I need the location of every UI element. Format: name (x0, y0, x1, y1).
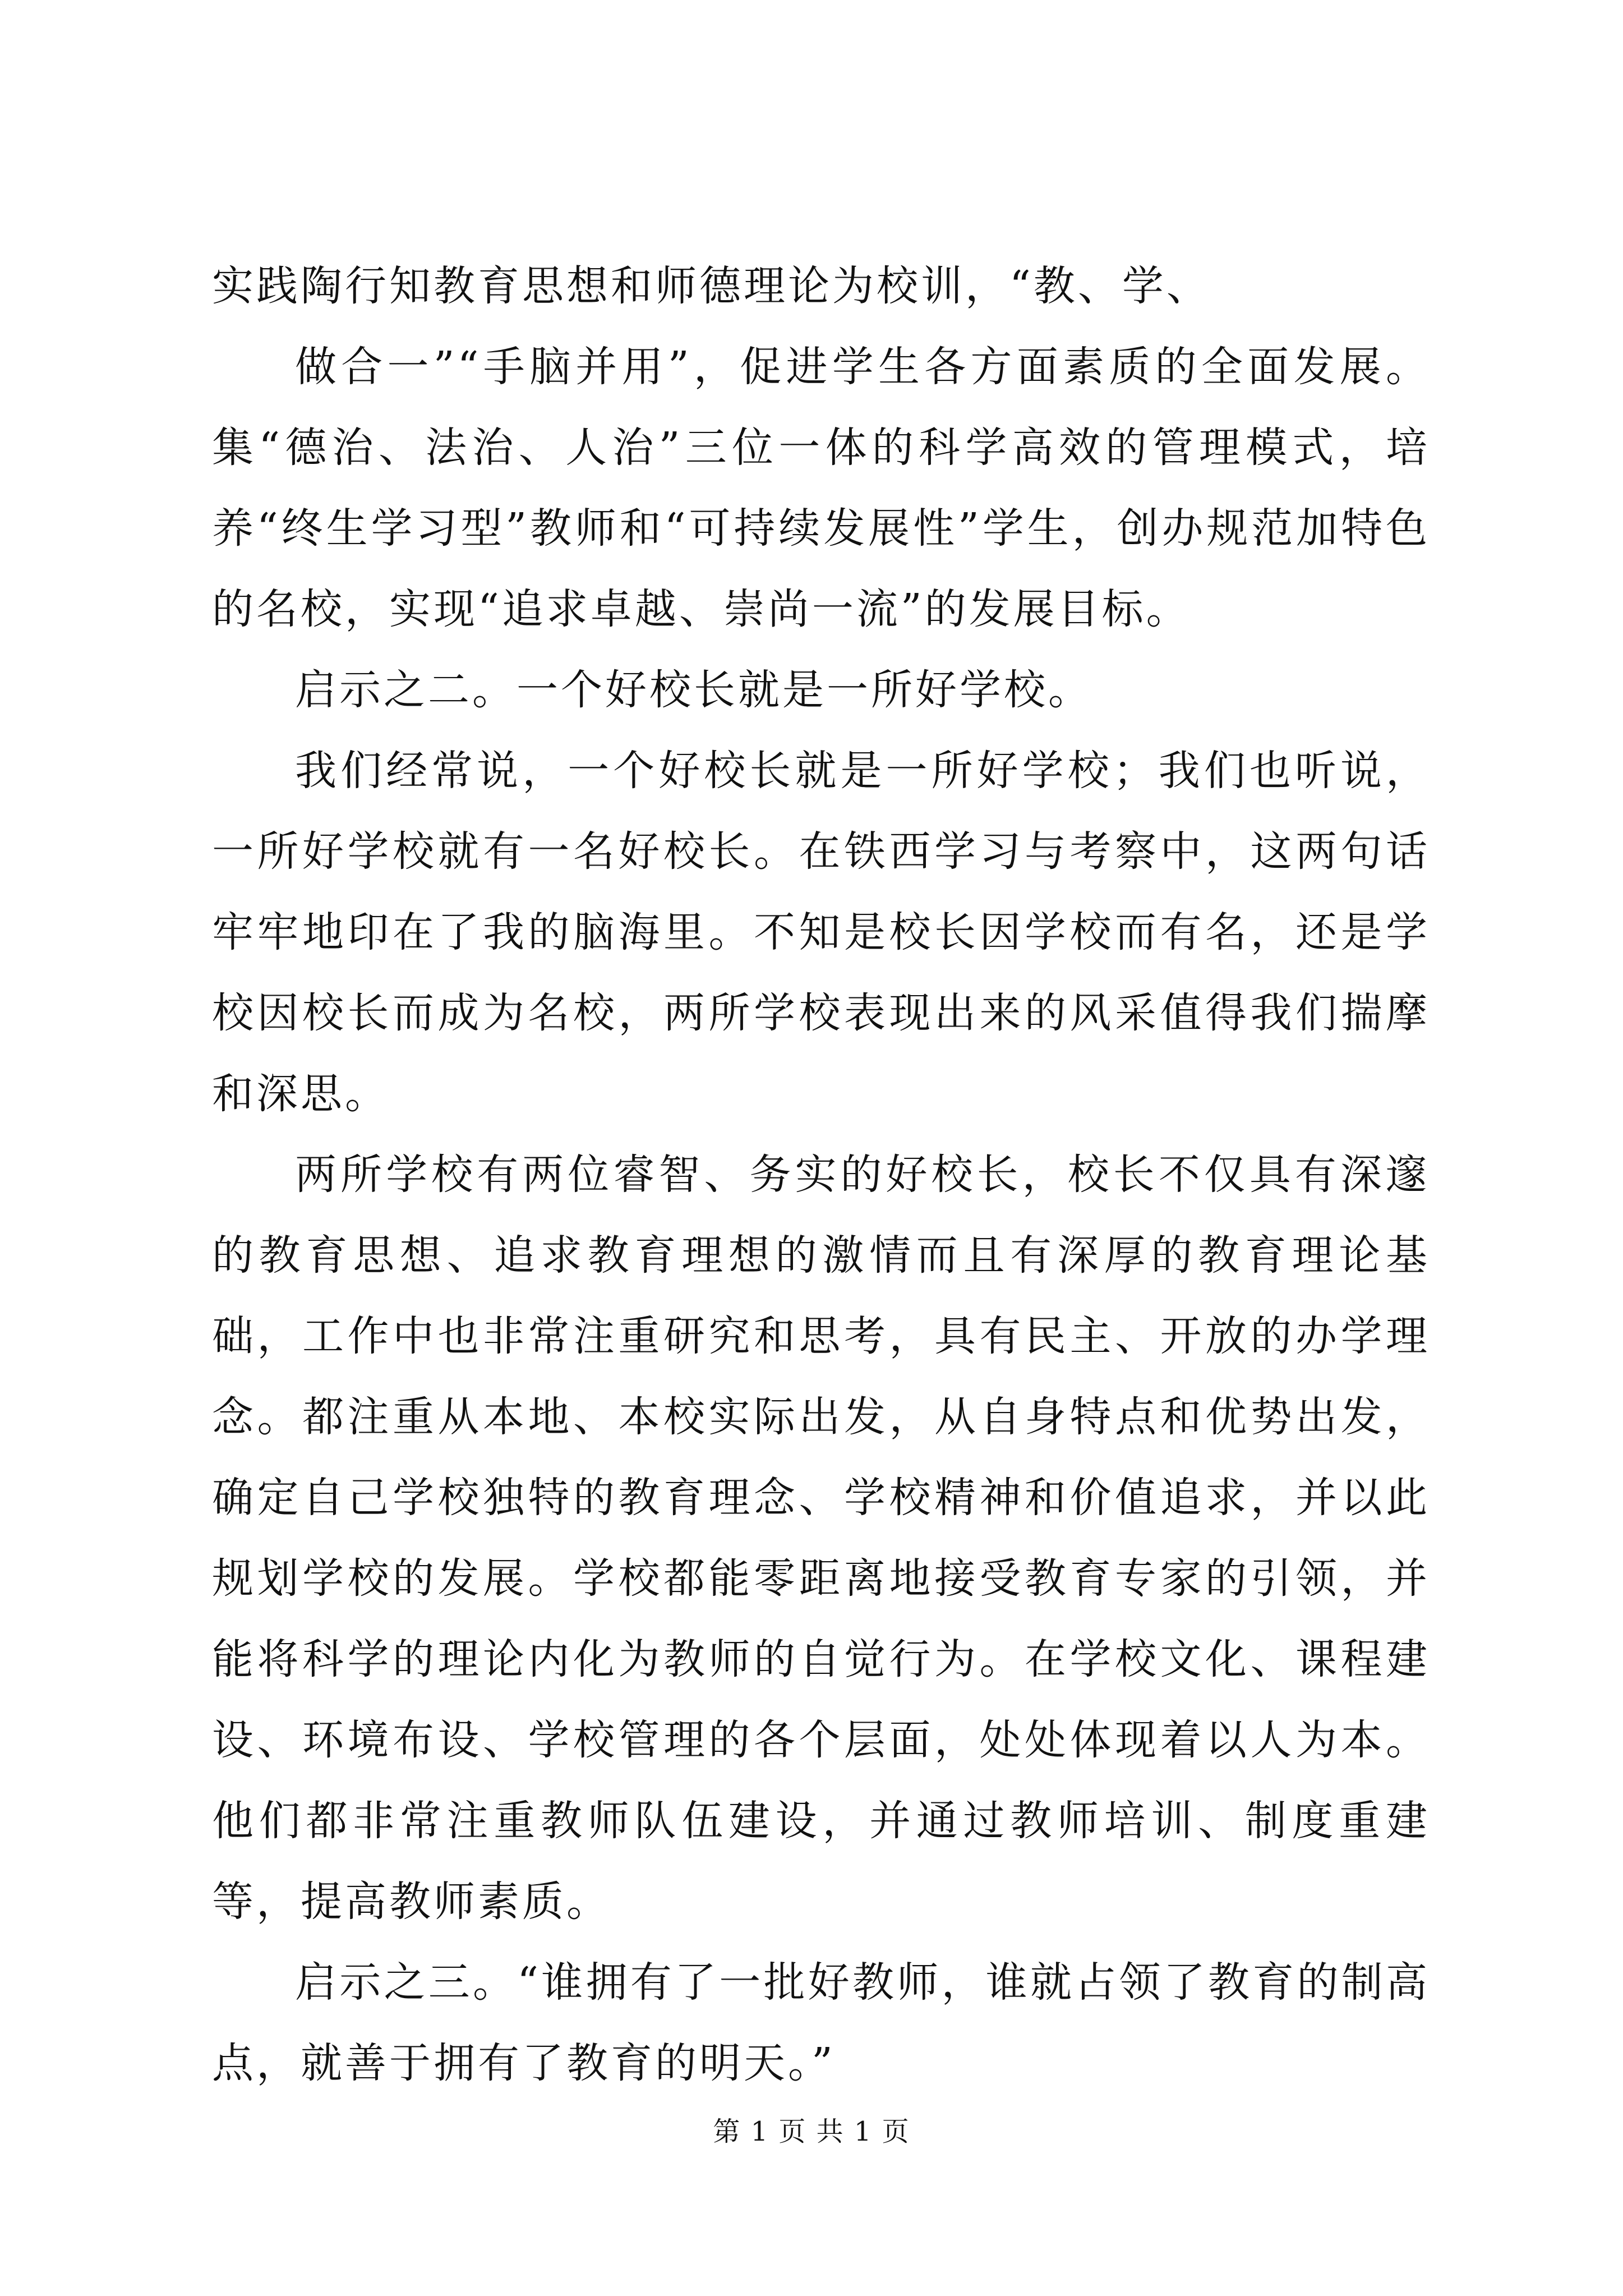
document-body (212, 246, 1430, 2104)
paragraph-4: 我们经常说，一个好校长就是一所好学校；我们也听说，一所好学校就有一名好校长。在铁西学习与考察中，这两句话牢牢地印在了我的脑海里。不知是校长因学校而有名，还是学校因校长而成为名校，两所学校表现出来的风采值得我们揣摩和深思。 (212, 747, 1430, 1118)
paragraph-3: 启示之二。一个好校长就是一所好学校。 (295, 666, 1092, 714)
paragraph-5: 两所学校有两位睿智、务实的好校长，校长不仅具有深邃的教育思想、追求教育理想的激情而且有深厚的教育理论基础，工作中也非常注重研究和思考，具有民主、开放的办学理念。都注重从本地、本校实际出发，从自身特点和优势出发，确定自己学校独特的教育理念、学校精神和价值追求，并以此规划学校的发展。学校都能零距离地接受教育专家的引领，并能将科学的理论内化为教师的自觉行为。在学校文化、课程建设、环境布设、学校管理的各个层面，处处体现着以人为本。他们都非常注重教师队伍建设，并通过教师培训、制度重建等，提高教师素质。 (212, 1151, 1430, 1926)
paragraph-6: 启示之三。“谁拥有了一批好教师，谁就占领了教育的制高点，就善于拥有了教育的明天。” (212, 1958, 1430, 2087)
paragraph-2: 做合一”“手脑并用”，促进学生各方面素质的全面发展。集“德治、法治、人治”三位一体的科学高效的管理模式，培养“终生学习型”教师和“可持续发展性”学生，创办规范加特色的名校，实现“追求卓越、崇尚一流”的发展目标。 (212, 343, 1430, 633)
paragraph-1: 实践陶行知教育思想和师德理论为校训，“教、学、 (212, 262, 1211, 310)
page-footer: 第 1 页 共 1 页 (713, 2116, 910, 2147)
